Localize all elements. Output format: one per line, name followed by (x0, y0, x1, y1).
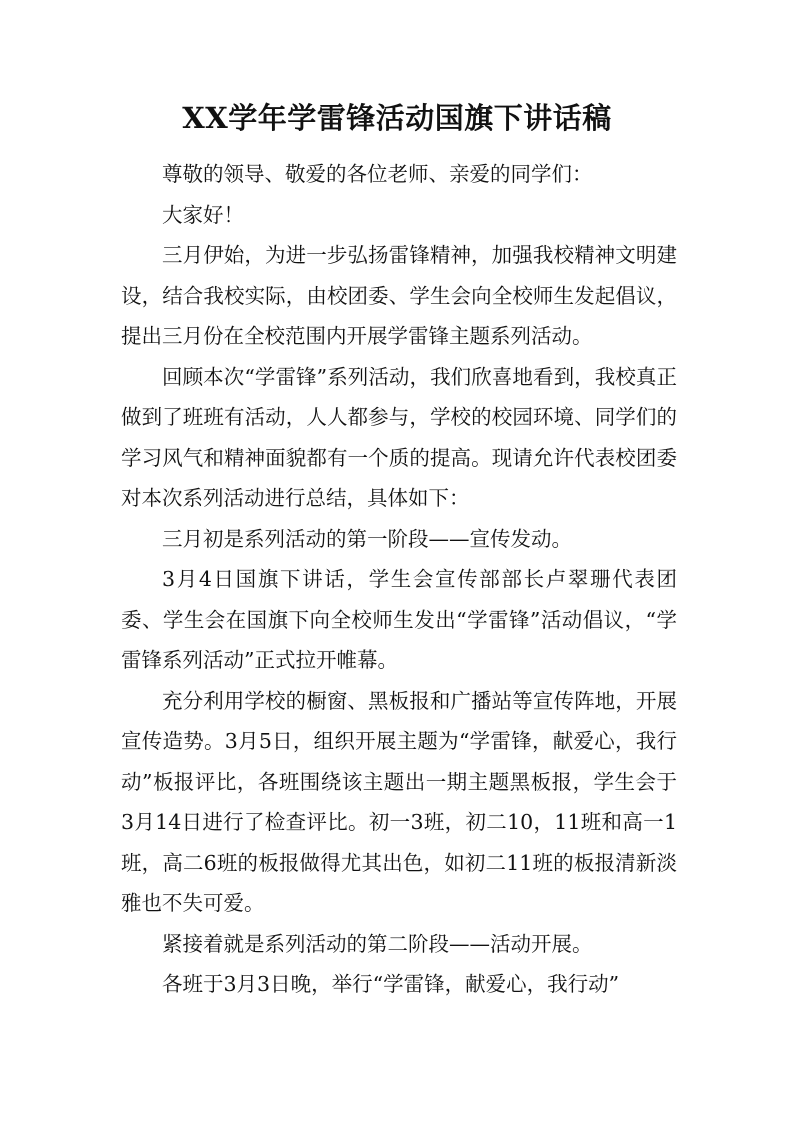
paragraph: 三月伊始，为进一步弘扬雷锋精神，加强我校精神文明建设，结合我校实际，由校团委、学生会向全校师生发起倡议，提出三月份在全校范围内开展学雷锋主题系列活动。 (121, 243, 677, 348)
paragraph: 各班于3月3日晚，举行“学雷锋，献爱心，我行动” (162, 972, 620, 996)
document-body (121, 154, 677, 1005)
paragraph: 三月初是系列活动的第一阶段——宣传发动。 (162, 526, 572, 551)
paragraph: 回顾本次“学雷锋”系列活动，我们欣喜地看到，我校真正做到了班班有活动，人人都参与，学校的校园环境、同学们的学习风气和精神面貌都有一个质的提高。现请允许代表校团委对本次系列活动进行总结，具体如下： (121, 364, 677, 510)
paragraph: 3月4日国旗下讲话，学生会宣传部部长卢翠珊代表团委、学生会在国旗下向全校师生发出“学雷锋”活动倡议，“学雷锋系列活动”正式拉开帷幕。 (121, 567, 677, 672)
paragraph: 紧接着就是系列活动的第二阶段——活动开展。 (162, 931, 593, 956)
paragraph-salutation: 尊敬的领导、敬爱的各位老师、亲爱的同学们： (162, 162, 593, 186)
paragraph: 充分利用学校的橱窗、黑板报和广播站等宣传阵地，开展宣传造势。3月5日，组织开展主题为“学雷锋，献爱心，我行动”板报评比，各班围绕该主题出一期主题黑板报，学生会于3月14日进行了检查评比。初一3班，初二10，11班和高一1班，高二6班的板报做得尤其出色，如初二11班的板报清新淡雅也不失可爱。 (121, 688, 677, 915)
paragraph-greeting: 大家好！ (162, 202, 244, 227)
document-title: XX学年学雷锋活动国旗下讲话稿 (182, 101, 612, 135)
